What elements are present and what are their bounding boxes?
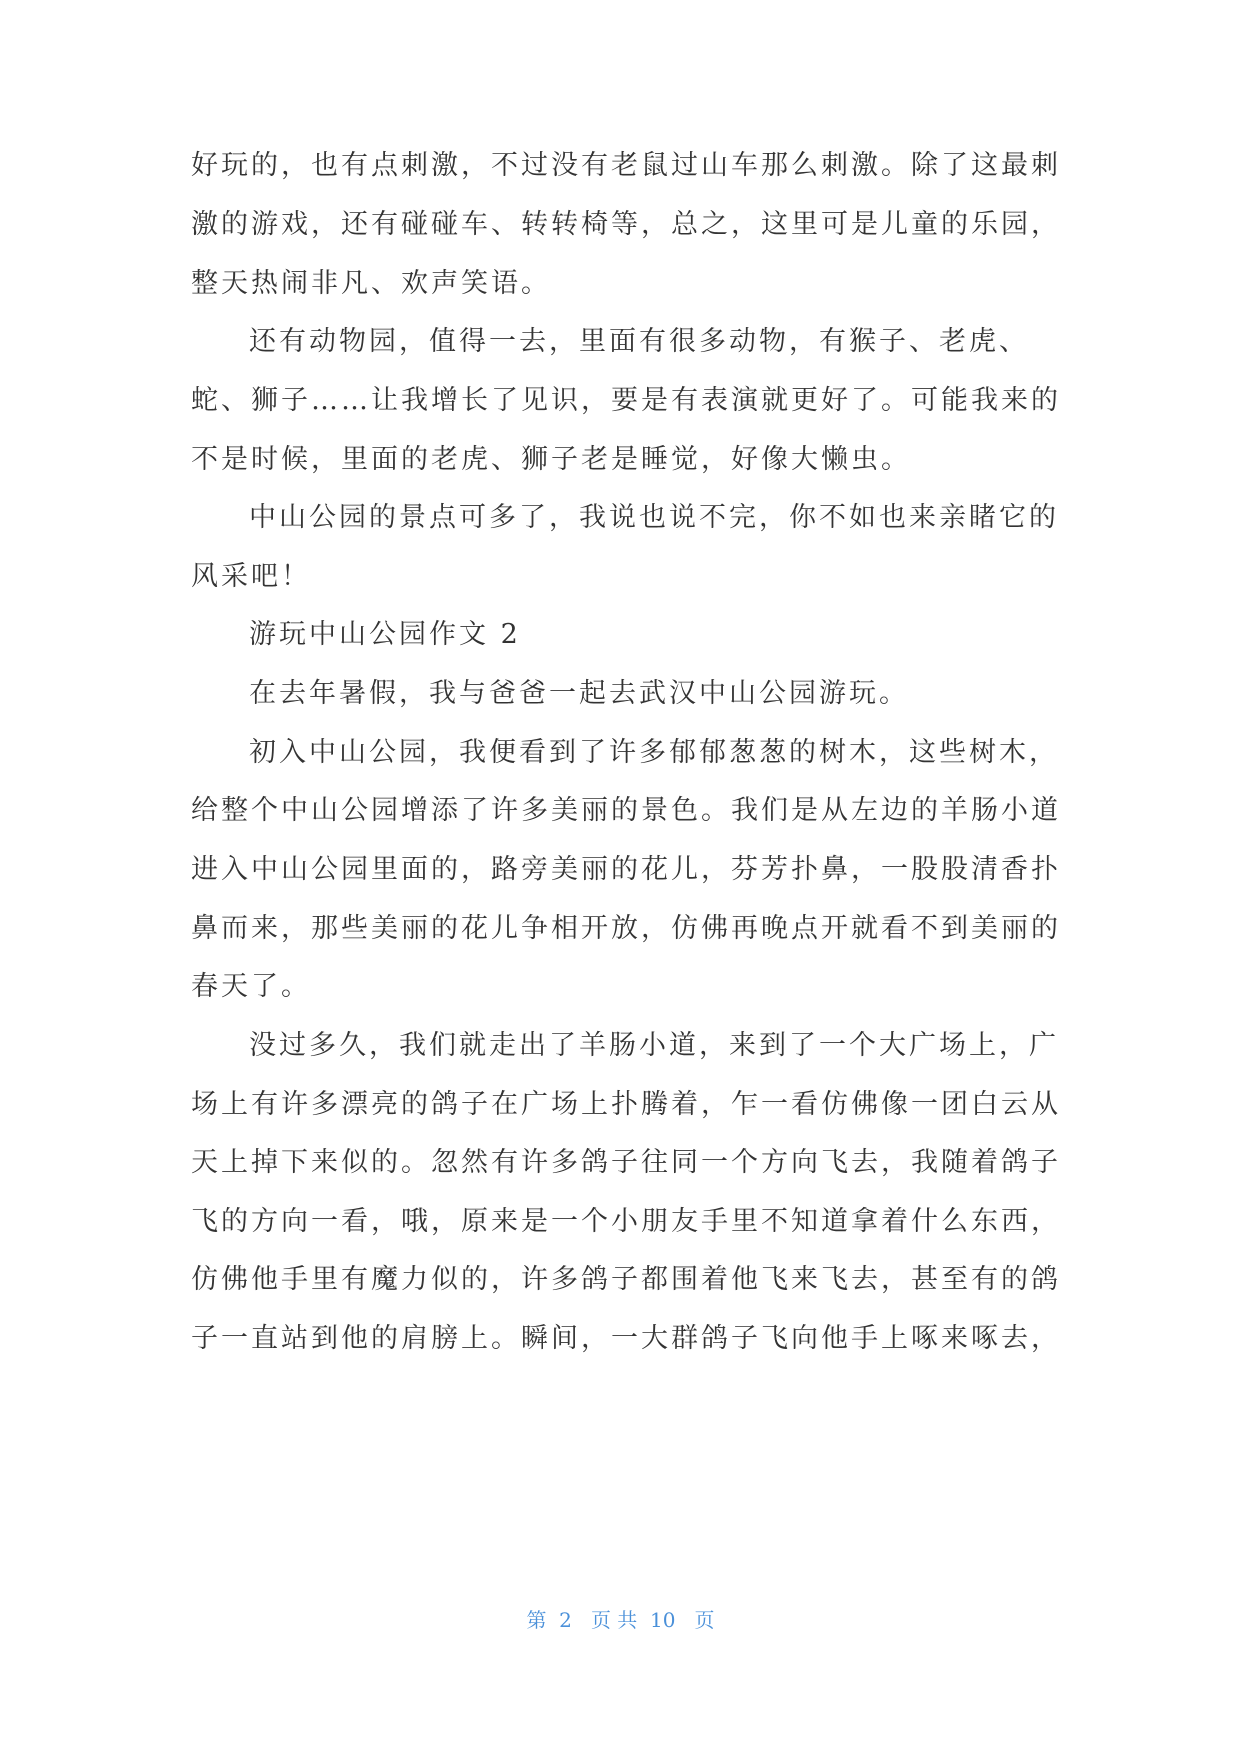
text-line: 还有动物园，值得一去，里面有很多动物，有猴子、老虎、 <box>249 326 1029 357</box>
text-line: 整天热闹非凡、欢声笑语。 <box>191 268 551 299</box>
text-line: 春天了。 <box>191 971 311 1002</box>
text-line: 场上有许多漂亮的鸽子在广场上扑腾着，乍一看仿佛像一团白云从 <box>191 1089 1061 1120</box>
text-line: 给整个中山公园增添了许多美丽的景色。我们是从左边的羊肠小道 <box>191 795 1061 826</box>
text-line: 天上掉下来似的。忽然有许多鸽子往同一个方向飞去，我随着鸽子 <box>191 1147 1061 1178</box>
text-line: 中山公园的景点可多了，我说也说不完，你不如也来亲睹它的 <box>249 502 1059 533</box>
text-line: 蛇、狮子……让我增长了见识，要是有表演就更好了。可能我来的 <box>191 385 1061 416</box>
text-line: 飞的方向一看，哦，原来是一个小朋友手里不知道拿着什么东西， <box>191 1206 1061 1237</box>
text-line: 鼻而来，那些美丽的花儿争相开放，仿佛再晚点开就看不到美丽的 <box>191 913 1061 944</box>
text-line: 在去年暑假，我与爸爸一起去武汉中山公园游玩。 <box>249 678 909 709</box>
text-line: 仿佛他手里有魔力似的，许多鸽子都围着他飞来飞去，甚至有的鸽 <box>191 1264 1061 1295</box>
text-line: 激的游戏，还有碰碰车、转转椅等，总之，这里可是儿童的乐园， <box>191 209 1061 240</box>
text-line: 不是时候，里面的老虎、狮子老是睡觉，好像大懒虫。 <box>191 444 911 475</box>
section-heading: 游玩中山公园作文 2 <box>249 619 521 650</box>
text-line: 没过多久，我们就走出了羊肠小道，来到了一个大广场上，广 <box>249 1030 1059 1061</box>
text-line: 风采吧！ <box>191 561 311 592</box>
page-footer: 第 2 页 共 10 页 <box>526 1608 715 1632</box>
text-line: 进入中山公园里面的，路旁美丽的花儿，芬芳扑鼻，一股股清香扑 <box>191 854 1061 885</box>
text-line: 好玩的，也有点刺激，不过没有老鼠过山车那么刺激。除了这最刺 <box>191 150 1061 181</box>
text-line: 初入中山公园，我便看到了许多郁郁葱葱的树木，这些树木， <box>249 737 1059 768</box>
text-line: 子一直站到他的肩膀上。瞬间，一大群鸽子飞向他手上啄来啄去， <box>191 1323 1061 1354</box>
